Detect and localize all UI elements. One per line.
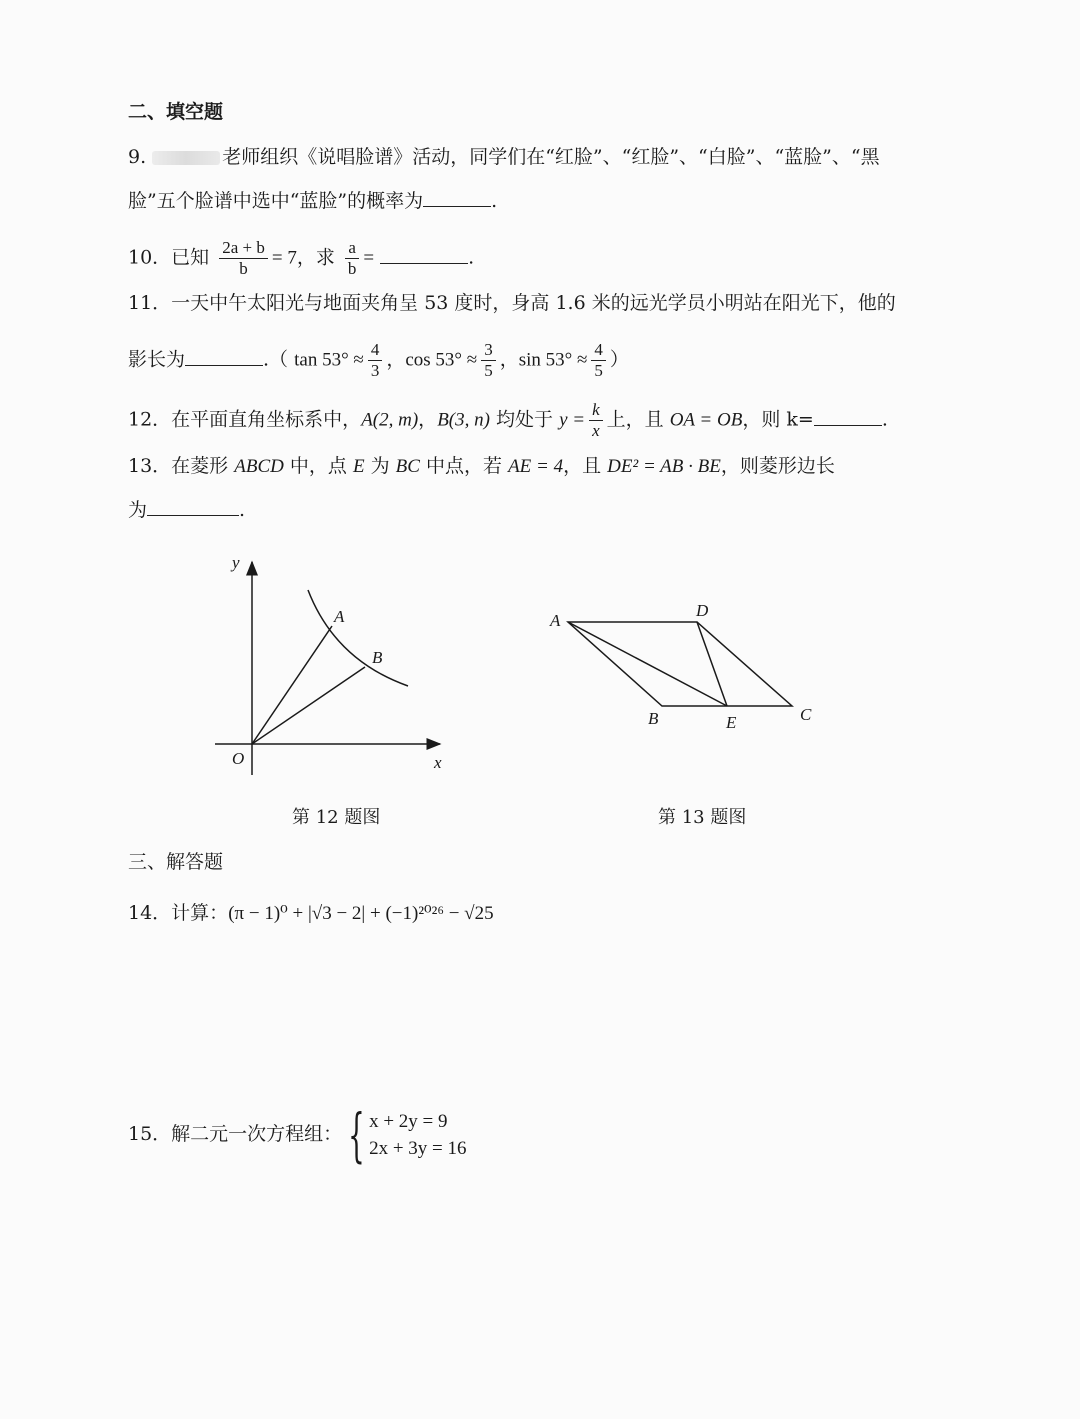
equation-1: x + 2y = 9 — [369, 1111, 448, 1132]
label-y: y — [232, 553, 240, 572]
point-a: A(2, m) — [361, 409, 419, 431]
question-13-mid4: ，且 — [563, 455, 602, 477]
question-14-text: 14．计算： — [128, 902, 229, 924]
label-b: B — [372, 648, 383, 667]
fraction-a-over-b: $\frac{a}{b}$ — [345, 238, 360, 279]
segment-oa — [252, 626, 332, 744]
period: . — [491, 190, 498, 212]
equals-seven: = 7，求 — [271, 247, 335, 269]
cos-53: ，cos 53° ≈ — [386, 349, 478, 371]
question-11-line2 — [128, 340, 629, 381]
question-13-wei2: 为 — [128, 499, 148, 521]
answer-blank-12[interactable] — [814, 407, 882, 426]
question-15-text: 15．解二元一次方程组： — [128, 1123, 343, 1145]
answer-blank-9[interactable] — [423, 188, 491, 207]
segment-ob — [252, 667, 365, 744]
equation-2: 2x + 3y = 16 — [369, 1138, 467, 1159]
question-13-line2 — [128, 497, 245, 523]
redacted-text — [152, 151, 220, 165]
fraction-2a-plus-b-over-b: $\frac{2a + b}{b}$ — [219, 238, 268, 279]
label-b: B — [648, 709, 659, 728]
period: . — [239, 499, 246, 521]
label-a: A — [334, 607, 345, 626]
question-10-number: 10．已知 — [128, 246, 210, 269]
section-title-answer: 三、解答题 — [128, 851, 224, 873]
label-o: O — [232, 749, 245, 768]
punct: .（ — [263, 348, 289, 371]
fraction-3-over-5: $\frac{3}{5}$ — [481, 340, 496, 381]
question-12-k: ，则 k= — [742, 408, 814, 431]
figure-12-caption: 第 12 题图 — [292, 807, 381, 828]
section-title-fill-blank: 二、填空题 — [128, 101, 224, 123]
point-e: E — [352, 456, 365, 477]
fraction-k-over-x: $\frac{k}{x}$ — [589, 400, 603, 441]
question-12 — [128, 400, 888, 441]
period: . — [468, 246, 475, 269]
question-13-wei: 为 — [370, 455, 390, 477]
sin-53: ，sin 53° ≈ — [499, 349, 588, 371]
tan-53: tan 53° ≈ — [294, 349, 364, 371]
de-squared-equation: DE² = AB · BE — [607, 456, 721, 477]
system-brace: { — [348, 1101, 365, 1169]
question-13-mid: 中，点 — [289, 455, 347, 477]
comma: ， — [418, 408, 438, 431]
label-a: A — [550, 611, 561, 630]
label-x: x — [434, 753, 442, 772]
question-13-mid3: 中点，若 — [426, 455, 503, 477]
question-12-mid: 均处于 — [496, 408, 554, 431]
question-9-text-2: 脸”五个脸谱中选中“蓝脸”的概率为 — [128, 190, 424, 212]
close-paren: ） — [609, 348, 629, 371]
question-12-post: 上，且 — [606, 408, 664, 431]
answer-blank-10[interactable] — [380, 245, 468, 264]
figure-12-coordinate-graph — [200, 540, 460, 790]
question-11-text: 影长为 — [128, 348, 186, 371]
question-14 — [128, 900, 494, 927]
segment-bc: BC — [395, 456, 420, 477]
fraction-4-over-5: $\frac{4}{5}$ — [591, 340, 606, 381]
ae-equals-4: AE = 4 — [508, 456, 564, 477]
question-13-mid5: ，则菱形边长 — [720, 455, 835, 477]
question-9-line1 — [128, 144, 880, 170]
answer-blank-13[interactable] — [147, 497, 239, 516]
figure-13-caption: 第 13 题图 — [658, 807, 747, 828]
question-15 — [128, 1101, 467, 1169]
question-9-line2 — [128, 188, 497, 214]
rhombus-outline — [568, 622, 792, 706]
question-9-text-1: 老师组织《说唱脸谱》活动，同学们在“红脸”、“红脸”、“白脸”、“蓝脸”、“黑 — [222, 146, 880, 168]
equation-system — [369, 1108, 466, 1162]
question-13-text: 13．在菱形 — [128, 455, 229, 477]
question-11-line1: 11．一天中午太阳光与地面夹角呈 53 度时，身高 1.6 米的远光学员小明站在阳光下，他的 — [128, 292, 896, 314]
question-10 — [128, 238, 474, 279]
figure-13-rhombus — [540, 590, 830, 740]
label-e: E — [726, 713, 737, 732]
point-b: B(3, n) — [437, 409, 490, 431]
answer-blank-11[interactable] — [185, 347, 263, 366]
period: . — [881, 408, 888, 431]
question-12-text: 12．在平面直角坐标系中， — [128, 408, 362, 431]
fraction-4-over-3: $\frac{4}{3}$ — [368, 340, 383, 381]
equals-sign: = — [363, 247, 375, 269]
question-14-expression: (π − 1)⁰ + |√3 − 2| + (−1)²⁰²⁶ − √25 — [228, 903, 494, 924]
rhombus-abcd: ABCD — [234, 456, 284, 477]
oa-equals-ob: OA = OB — [669, 409, 743, 431]
question-9-number: 9. — [128, 146, 147, 168]
label-c: C — [800, 705, 812, 724]
label-d: D — [696, 601, 709, 620]
function-y: y = — [559, 409, 586, 431]
question-13-line1 — [128, 453, 835, 480]
